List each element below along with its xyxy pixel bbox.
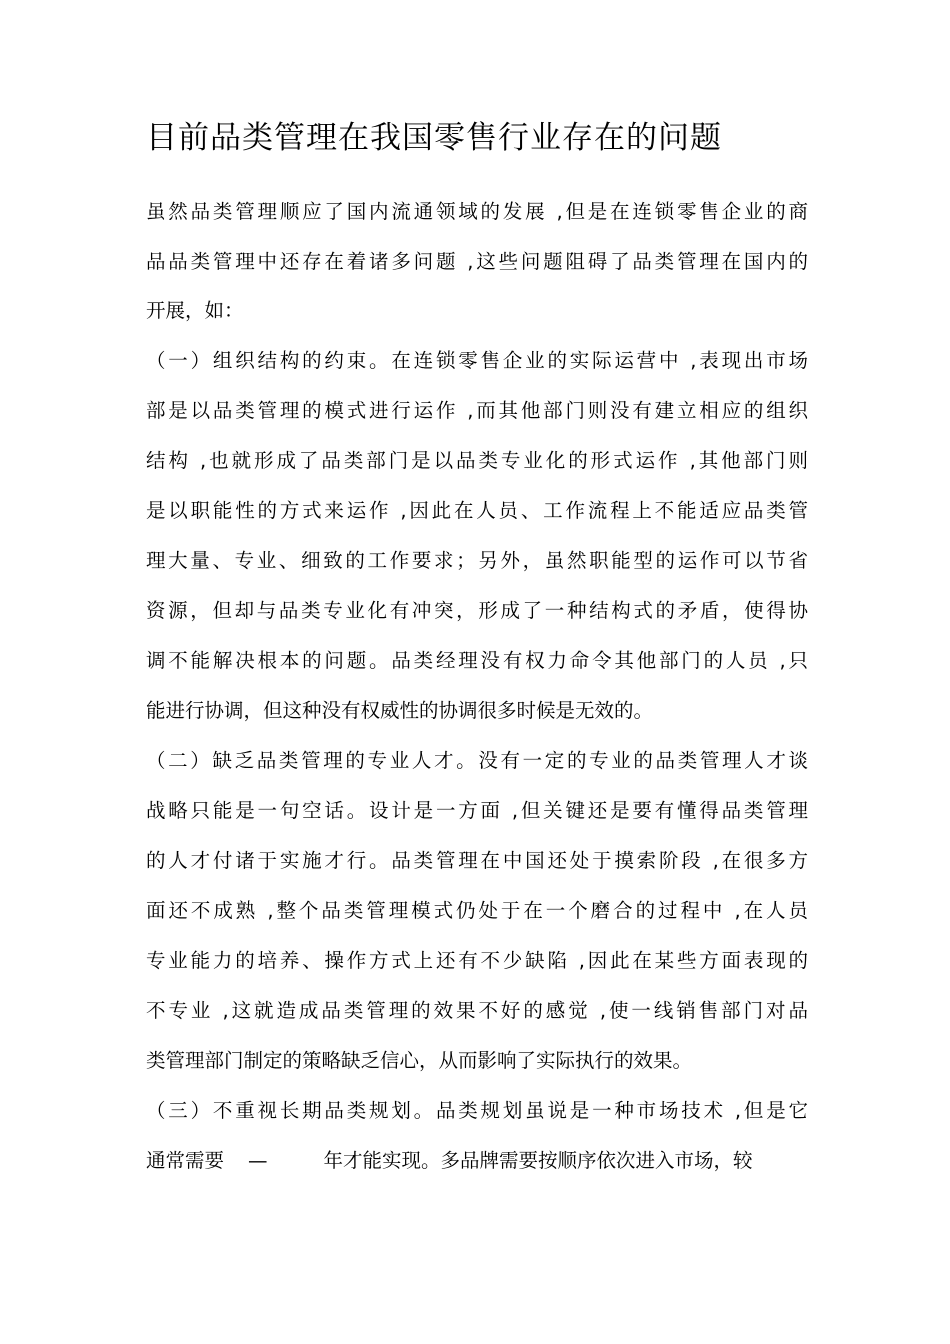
paragraph-line: 战略只能是一句空话。设计是一方面 ,但关键还是要有懂得品类管理 [146, 799, 808, 822]
paragraph-line: （三）不重视长期品类规划。品类规划虽说是一种市场技术 ,但是它 [146, 1099, 808, 1122]
final-line-part2: 年才能实现。多品牌需要按顺序依次进入市场，较 [323, 1149, 753, 1172]
paragraph-line-final [146, 1146, 808, 1176]
paragraph-line: 资源，但却与品类专业化有冲突，形成了一种结构式的矛盾，使得协 [146, 599, 808, 622]
paragraph-line: 是以职能性的方式来运作 ,因此在人员、工作流程上不能适应品类管 [146, 499, 808, 522]
paragraph-line: 虽然品类管理顺应了国内流通领域的发展 ,但是在连锁零售企业的商 [146, 200, 808, 223]
paragraph-line: 的人才付诸于实施才行。品类管理在中国还处于摸索阶段 ,在很多方 [146, 849, 808, 872]
paragraph-line: 结构 ,也就形成了品类部门是以品类专业化的形式运作 ,其他部门则 [146, 449, 808, 472]
paragraph-line: 不专业 ,这就造成品类管理的效果不好的感觉 ,使一线销售部门对品 [146, 999, 808, 1022]
paragraph-line: 类管理部门制定的策略缺乏信心，从而影响了实际执行的效果。 [146, 1049, 693, 1072]
em-dash: — [248, 1149, 268, 1172]
paragraph-line: 开展，如： [146, 299, 244, 322]
paragraph-line: （二）缺乏品类管理的专业人才。没有一定的专业的品类管理人才谈 [146, 749, 808, 772]
paragraph-line: 能进行协调，但这种没有权威性的协调很多时候是无效的。 [146, 699, 654, 722]
paragraph-line: 理大量、专业、细致的工作要求；另外，虽然职能型的运作可以节省 [146, 549, 808, 572]
final-line-part1: 通常需要 [146, 1149, 225, 1172]
paragraph-line: （一）组织结构的约束。在连锁零售企业的实际运营中 ,表现出市场 [146, 349, 808, 372]
paragraph-line: 品品类管理中还存在着诸多问题 ,这些问题阻碍了品类管理在国内的 [146, 250, 808, 273]
paragraph-line: 专业能力的培养、操作方式上还有不少缺陷 ,因此在某些方面表现的 [146, 949, 808, 972]
paragraph-line: 面还不成熟 ,整个品类管理模式仍处于在一个磨合的过程中 ,在人员 [146, 899, 808, 922]
paragraph-line: 部是以品类管理的模式进行运作 ,而其他部门则没有建立相应的组织 [146, 399, 808, 422]
document-title: 目前品类管理在我国零售行业存在的问题 [146, 120, 722, 156]
paragraph-line: 调不能解决根本的问题。品类经理没有权力命令其他部门的人员 ,只 [146, 649, 808, 672]
